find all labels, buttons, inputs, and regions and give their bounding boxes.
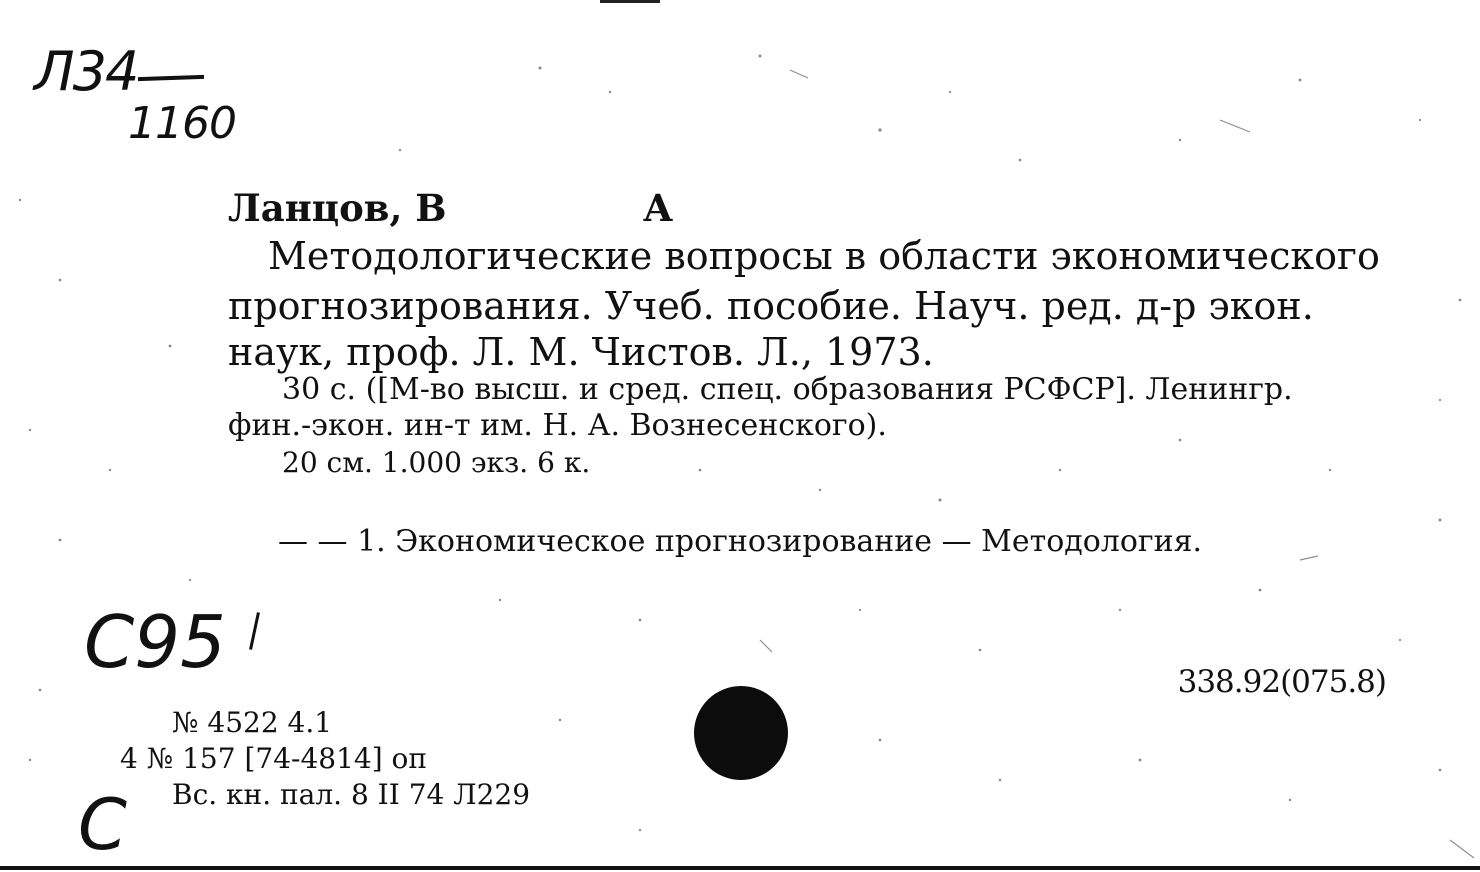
shelf-number: 1160 [128,98,236,149]
title-line-1: Методологические вопросы в области экономического [268,234,1380,278]
punch-hole [694,686,788,780]
shelf-mark: Л34 [34,40,138,103]
collation-line-1: 30 с. ([М-во высш. и сред. спец. образования РСФСР]. Ленингр. [282,372,1293,407]
collation-line-3: 20 см. 1.000 экз. 6 к. [282,446,591,479]
classification-code: С95 [84,600,226,684]
author-initial: А [643,186,674,230]
collation-line-2: фин.-экон. ин-т им. Н. А. Вознесенского). [228,408,887,443]
author-surname: Ланцов, В [228,186,447,230]
registry-line-1: № 4522 4.1 [172,706,333,739]
handwritten-letter: С [78,784,127,866]
title-line-3: наук, проф. Л. М. Чистов. Л., 1973. [228,330,934,374]
registry-line-2: 4 № 157 [74-4814] оп [120,742,428,775]
subject-heading: — — 1. Экономическое прогнозирование — Методология. [278,524,1203,559]
udc-index: 338.92(075.8) [1177,664,1386,700]
registry-line-3: Вс. кн. пал. 8 II 74 Л229 [172,778,531,811]
title-line-2: прогнозирования. Учеб. пособие. Науч. ред. д-р экон. [228,284,1314,328]
